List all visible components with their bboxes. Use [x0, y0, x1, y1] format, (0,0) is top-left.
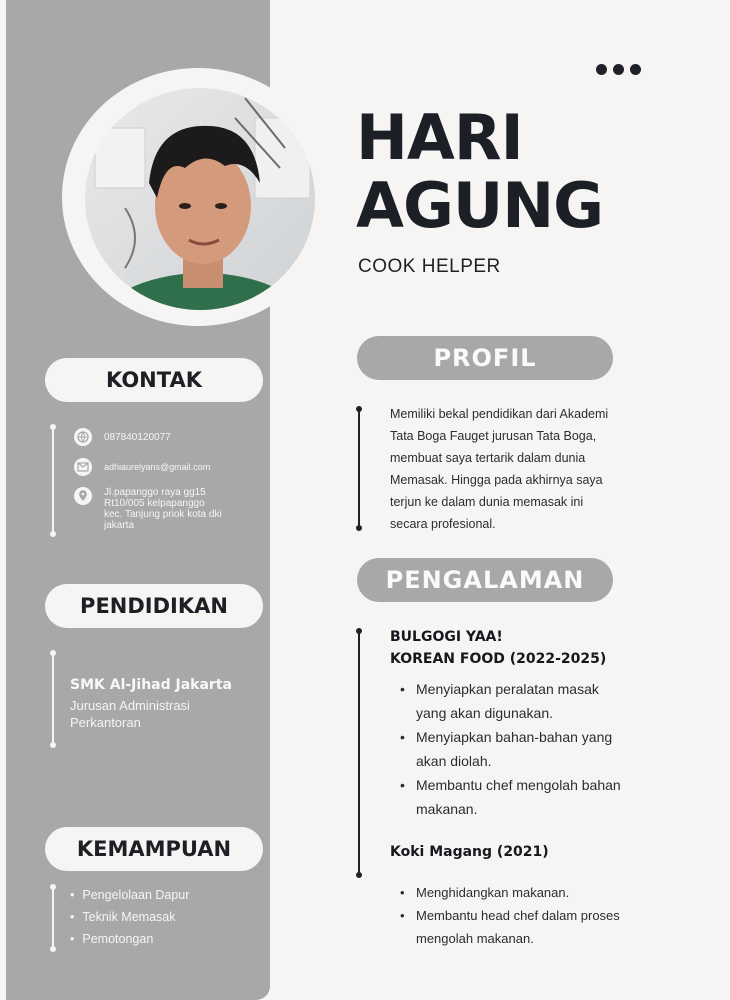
email-address: adhiaurelyans@gmail.com [104, 462, 211, 472]
divider-dot [356, 406, 362, 412]
skill-item: • Pengelolaan Dapur [70, 884, 189, 906]
duty-line: • Menghidangkan makanan. [416, 885, 570, 900]
duty-line: mengolah makanan. [416, 931, 534, 946]
contact-address [74, 487, 222, 531]
address-block [104, 487, 222, 531]
address-line: Rt10/005 kelpapanggo [104, 498, 205, 509]
phone-number: 087840120077 [104, 432, 171, 443]
profile-line: terjun ke dalam dunia memasak ini [390, 495, 584, 509]
job-duties [392, 677, 652, 821]
experience-heading: PENGALAMAN [357, 558, 613, 602]
job-title-line: BULGOGI YAA! [390, 629, 503, 645]
duty-item [392, 773, 652, 821]
divider-dot [356, 872, 362, 878]
contact-phone [74, 428, 171, 446]
profile-line: Tata Boga Fauget jurusan Tata Boga, [390, 429, 597, 443]
address-line: jakarta [104, 520, 135, 531]
skill-item: • Teknik Memasak [70, 906, 189, 928]
department-line: Jurusan Administrasi [70, 698, 190, 713]
divider-dot [50, 884, 56, 890]
sidebar-edge [0, 0, 6, 210]
duty-line: • Membantu chef mengolah bahan [416, 777, 621, 793]
duty-item [392, 904, 652, 950]
divider-dot [50, 650, 56, 656]
globe-icon [74, 428, 92, 446]
job-role: COOK HELPER [358, 256, 501, 277]
duty-item [392, 677, 652, 725]
experience-divider [358, 632, 360, 874]
divider-dot [356, 525, 362, 531]
duty-line: akan diolah. [416, 753, 492, 769]
duty-line: • Membantu head chef dalam proses [416, 908, 620, 923]
education-heading: PENDIDIKAN [45, 584, 263, 628]
divider-dot [50, 946, 56, 952]
divider-dot [50, 424, 56, 430]
location-pin-icon [74, 487, 92, 505]
skills-divider [52, 888, 54, 948]
profile-line: membuat saya tertarik dalam dunia [390, 451, 586, 465]
profile-line: secara profesional. [390, 517, 496, 531]
department-line: Perkantoran [70, 715, 141, 730]
duty-item [392, 725, 652, 773]
skill-item: • Pemotongan [70, 928, 189, 950]
full-name [356, 101, 603, 242]
divider-dot [50, 742, 56, 748]
profile-divider [358, 410, 360, 528]
job-title-line: KOREAN FOOD (2022-2025) [390, 651, 607, 667]
more-options-icon[interactable] [596, 64, 641, 75]
profile-photo [85, 88, 315, 310]
job-duties [392, 881, 652, 950]
education-divider [52, 654, 54, 744]
job-title-line: Koki Magang (2021) [390, 844, 549, 860]
duty-item [392, 881, 652, 904]
skills-heading: KEMAMPUAN [45, 827, 263, 871]
job-title [390, 626, 606, 670]
last-name: AGUNG [356, 169, 603, 242]
divider-dot [50, 531, 56, 537]
profile-line: Memasak. Hingga pada akhirnya saya [390, 473, 603, 487]
profile-summary [390, 403, 650, 535]
profile-heading: PROFIL [357, 336, 613, 380]
divider-dot [356, 628, 362, 634]
address-line: kec. Tanjung priok kota dki [104, 509, 222, 520]
address-line: Jl.papanggo raya gg15 [104, 487, 206, 498]
duty-line: makanan. [416, 801, 478, 817]
profile-line: Memiliki bekal pendidikan dari Akademi [390, 407, 609, 421]
contact-email [74, 458, 210, 476]
skills-list [70, 884, 189, 950]
school-department [70, 697, 240, 731]
duty-line: • Menyiapkan bahan-bahan yang [416, 729, 613, 745]
job-title [390, 841, 549, 863]
first-name: HARI [356, 101, 523, 174]
school-name: SMK Al-Jihad Jakarta [70, 677, 232, 693]
duty-line: • Menyiapkan peralatan masak [416, 681, 599, 697]
mail-icon [74, 458, 92, 476]
contact-divider [52, 428, 54, 532]
contact-heading: KONTAK [45, 358, 263, 402]
duty-line: yang akan digunakan. [416, 705, 553, 721]
